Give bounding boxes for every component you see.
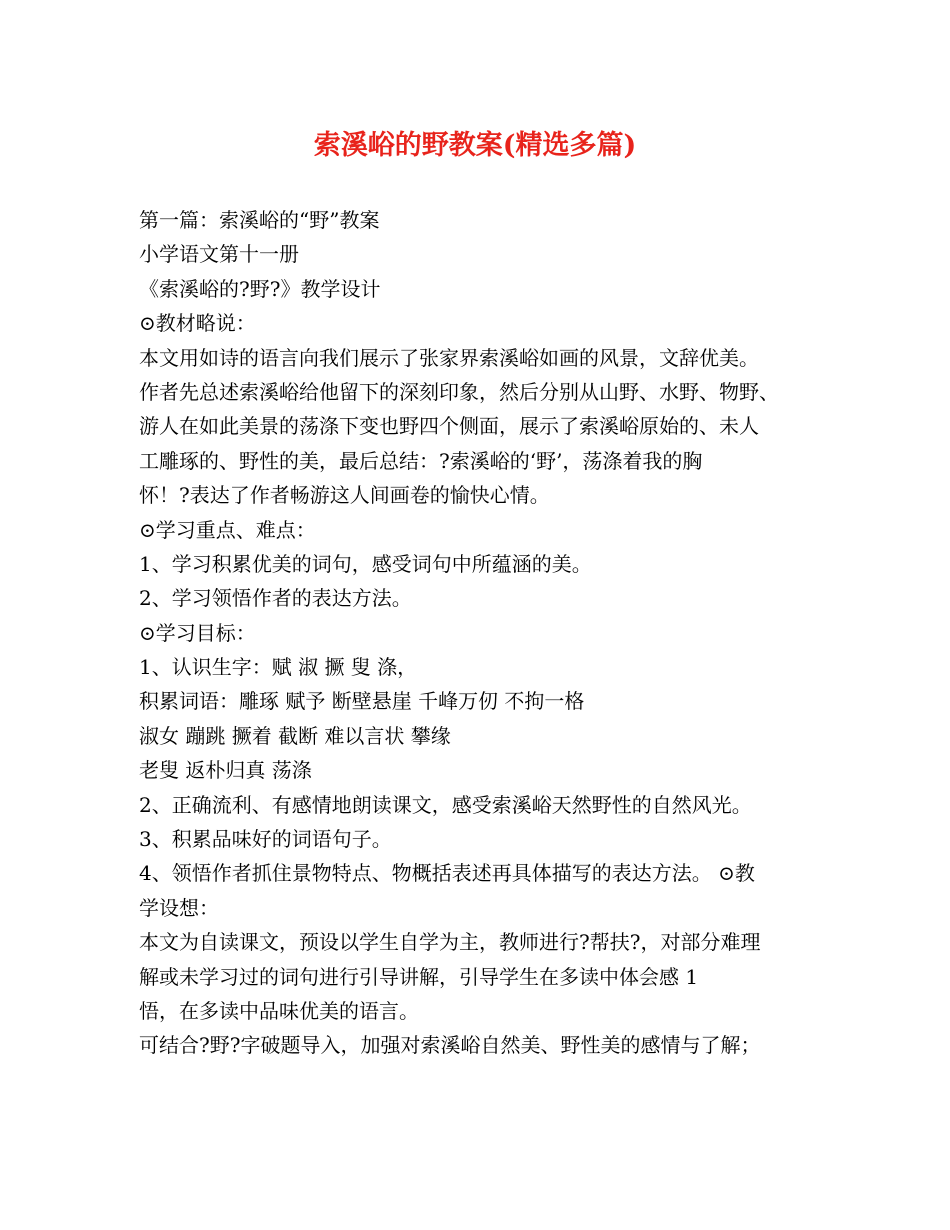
body-line: 作者先总述索溪峪给他留下的深刻印象，然后分别从山野、水野、物野、 [139,379,779,404]
document-body [139,203,839,1063]
body-line: 积累词语：雕琢 赋予 断壁悬崖 千峰万仞 不拘一格 [139,689,585,714]
body-line: 学设想： [139,895,219,920]
body-line: 《索溪峪的?野?》教学设计 [139,276,381,301]
body-line: 2、学习领悟作者的表达方法。 [139,586,412,611]
body-line: 老叟 返朴归真 荡涤 [139,758,312,783]
body-line: 小学语文第十一册 [139,242,299,267]
body-line: 本文为自读课文，预设以学生自学为主，教师进行?帮扶?，对部分难理 [139,930,761,955]
body-line: 第一篇：索溪峪的“野”教案 [139,208,380,232]
body-line: 2、正确流利、有感情地朗读课文，感受索溪峪天然野性的自然风光。 [139,792,752,817]
body-line: 本文用如诗的语言向我们展示了张家界索溪峪如画的风景，文辞优美。 [139,345,759,370]
body-line: 淑女 蹦跳 撅着 截断 难以言状 攀缘 [139,723,451,748]
body-line: 解或未学习过的词句进行引导讲解，引导学生在多读中体会感 1 [139,964,699,989]
body-line: 怀！?表达了作者畅游这人间画卷的愉快心情。 [139,483,550,508]
body-line: ⊙学习重点、难点： [139,517,316,542]
body-line: 1、学习积累优美的词句，感受词句中所蕴涵的美。 [139,551,592,576]
body-line: 4、领悟作者抓住景物特点、物概括表述再具体描写的表达方法。 ⊙教 [139,861,755,886]
body-line: 游人在如此美景的荡涤下变也野四个侧面，展示了索溪峪原始的、未人 [139,414,759,439]
body-line: 可结合?野?字破题导入，加强对索溪峪自然美、野性美的感情与了解； [139,1033,761,1058]
body-line: 3、积累品味好的词语句子。 [139,827,392,852]
body-line: 1、认识生字：赋 淑 撅 叟 涤， [139,655,418,680]
body-line: 悟，在多读中品味优美的语言。 [139,998,419,1023]
body-line: 工雕琢的、野性的美，最后总结：?索溪峪的‘野’，荡涤着我的胸 [139,448,703,473]
body-line: ⊙学习目标： [139,620,256,645]
body-line: ⊙教材略说： [139,311,256,336]
document-title: 索溪峪的野教案(精选多篇) [313,130,637,161]
